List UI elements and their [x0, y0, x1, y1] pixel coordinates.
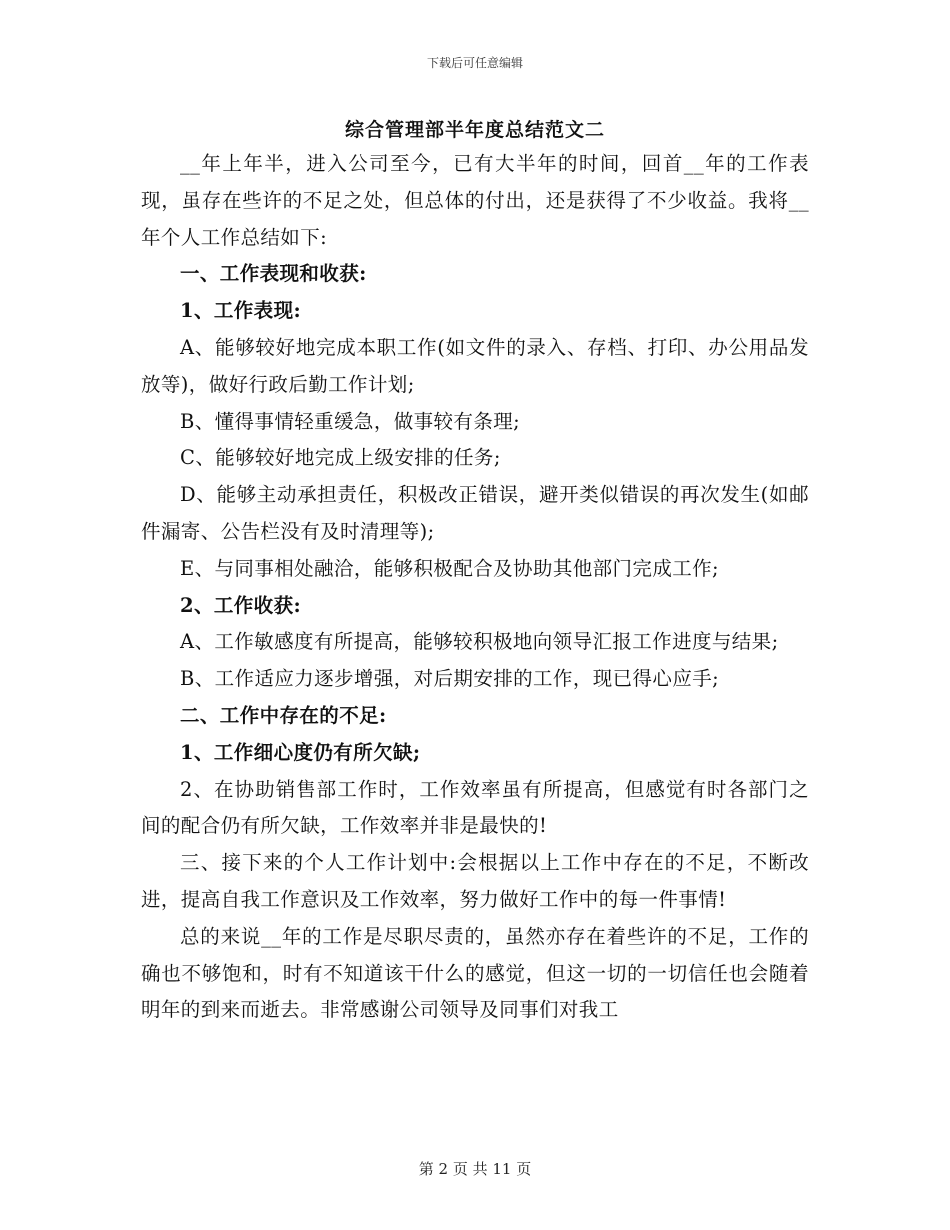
- paragraph-item-c: C、能够较好地完成上级安排的任务;: [180, 446, 501, 470]
- page-header: 下载后可任意编辑: [426, 56, 523, 70]
- section-heading-shortcomings: 二、工作中存在的不足:: [180, 703, 387, 727]
- paragraph-plan: 三、接下来的个人工作计划中:会根据以上工作中存在的不足，不断改进，提高自我工作意识及工作效率，努力做好工作中的每一件事情!: [141, 851, 809, 911]
- document-body: [141, 146, 809, 1029]
- paragraph-gain-b: B、工作适应力逐步增强，对后期安排的工作，现已得心应手;: [180, 667, 720, 691]
- subheading-performance: 1、工作表现:: [180, 299, 302, 323]
- page-footer: 第 2 页 共 11 页: [418, 1160, 532, 1178]
- paragraph-item-e: E、与同事相处融洽，能够积极配合及协助其他部门完成工作;: [180, 556, 720, 580]
- paragraph-item-a: A、能够较好地完成本职工作(如文件的录入、存档、打印、办公用品发放等)，做好行政后勤工作计划;: [141, 335, 809, 396]
- subheading-shortcoming-1: 1、工作细心度仍有所欠缺;: [180, 740, 421, 764]
- paragraph-shortcoming-2: 2、在协助销售部工作时，工作效率虽有所提高，但感觉有时各部门之间的配合仍有所欠缺，工作效率并非是最快的!: [141, 777, 809, 838]
- document-title: 综合管理部半年度总结范文二: [344, 119, 605, 141]
- paragraph-item-d: D、能够主动承担责任，积极改正错误，避开类似错误的再次发生(如邮件漏寄、公告栏没有及时清理等);: [141, 483, 809, 543]
- paragraph-gain-a: A、工作敏感度有所提高，能够较积极地向领导汇报工作进度与结果;: [180, 630, 779, 654]
- section-heading-performance: 一、工作表现和收获:: [180, 262, 367, 286]
- paragraph-item-b: B、懂得事情轻重缓急，做事较有条理;: [180, 409, 521, 433]
- subheading-gains: 2、工作收获:: [180, 593, 302, 617]
- paragraph-intro: __年上年半，进入公司至今，已有大半年的时间，回首__年的工作表现，虽存在些许的不足之处，但总体的付出，还是获得了不少收益。我将__年个人工作总结如下:: [141, 152, 809, 249]
- paragraph-summary: 总的来说__年的工作是尽职尽责的，虽然亦存在着些许的不足，工作的确也不够饱和，时有不知道该干什么的感觉，但这一切的一切信任也会随着明年的到来而逝去。非常感谢公司领导及同事们对我工: [141, 924, 809, 1022]
